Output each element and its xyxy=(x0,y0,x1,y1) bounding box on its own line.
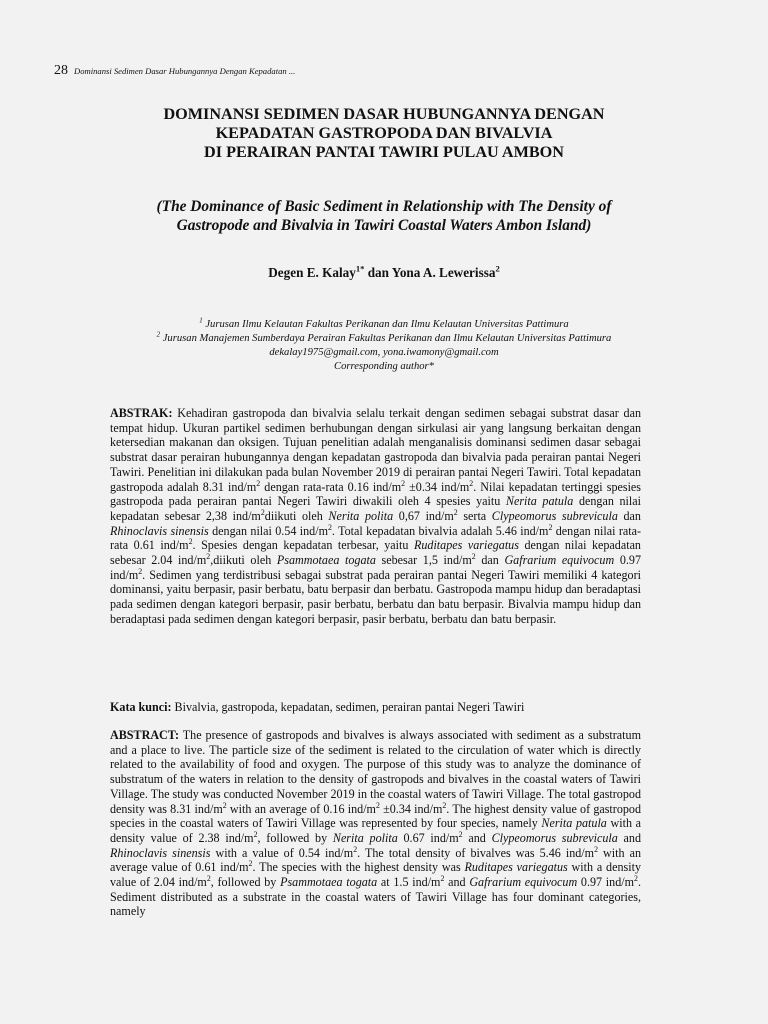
text-run: dengan nilai kepadatan sebesar 2,38 ind/m xyxy=(110,494,642,523)
unit-superscript: 2 xyxy=(453,507,458,517)
text-run: ±0.34 ind/m xyxy=(405,479,470,494)
abstract-paragraph xyxy=(110,728,641,919)
unit-superscript: 2 xyxy=(401,478,406,488)
affiliation-mark: 1 xyxy=(199,317,203,325)
species-name: Nerita polita xyxy=(328,508,394,523)
keywords-paragraph xyxy=(110,700,641,715)
unit-superscript: 2 xyxy=(594,844,598,854)
affiliation-line xyxy=(60,318,708,332)
corresponding-note: Corresponding author* xyxy=(334,361,434,372)
text-run: dengan nilai 0.54 ind/m xyxy=(208,523,328,538)
affiliation-line xyxy=(60,332,708,346)
title-line: DI PERAIRAN PANTAI TAWIRI PULAU AMBON xyxy=(204,143,564,161)
author-name: Degen E. Kalay xyxy=(268,265,356,280)
unit-superscript: 2 xyxy=(471,552,476,561)
species-name: Psammotaea togata xyxy=(280,875,378,890)
species-name: Clypeomorus subrevicula xyxy=(491,830,618,845)
unit-superscript: 2 xyxy=(188,537,193,547)
text-run: dan xyxy=(475,553,505,568)
page-number: 28 xyxy=(54,63,68,78)
keywords-text: Bivalvia, gastropoda, kepadatan, sedimen, perairan pantai Negeri Tawiri xyxy=(171,700,525,714)
text-run: 0.97 ind/m xyxy=(110,553,642,582)
unit-superscript: 2 xyxy=(206,552,211,561)
text-run: . Sedimen yang terdistribusi sebagai substrat pada perairan pantai Negeri Tawiri memiliki 4 kategori dominansi, yaitu berpasir, pasir berbatu, batu berpasir dan berbatu. Gastropoda mampu hidup dan beradaptasi pada sedimen dengan kategori berpasir, pasir berbatu, berbatu dan batu berpasir. Bivalvia mampu hidup dan beradaptasi pada sedimen dengan kategori berpasir, pasir berbatu, berbatu dan batu berpasir. xyxy=(110,567,641,626)
text-run: diikuti oleh xyxy=(264,508,329,523)
text-run: with an average value of 0.61 ind/m xyxy=(110,845,641,875)
text-run: . Spesies dengan kepadatan terbesar, yaitu xyxy=(192,538,414,553)
author-list xyxy=(90,265,678,281)
unit-superscript: 2 xyxy=(469,478,474,488)
author-mark: 1* xyxy=(355,263,365,274)
text-run: . Sediment distributed as a substrate in the coastal waters of Tawiri Village has four dominant categories, namely xyxy=(110,875,641,919)
text-run: at 1.5 ind/m xyxy=(377,875,441,890)
species-name: Nerita polita xyxy=(332,830,398,845)
species-name: Clypeomorus subrevicula xyxy=(491,508,618,523)
text-run: Jurusan Ilmu Kelautan Fakultas Perikanan dan Ilmu Kelautan Universitas Pattimura xyxy=(202,319,569,330)
unit-superscript: 2 xyxy=(222,800,227,810)
text-run: ±0.34 ind/m xyxy=(379,801,443,816)
author-conjunction: dan xyxy=(364,265,392,280)
species-name: Rhinoclavis sinensis xyxy=(110,845,211,860)
unit-superscript: 2 xyxy=(548,522,553,532)
abstrak-label: ABSTRAK: xyxy=(110,406,173,420)
unit-superscript: 2 xyxy=(634,874,638,883)
text-run: with a density value of 2.38 ind/m xyxy=(110,816,642,845)
text-run: with a value of 0.54 ind/m xyxy=(210,845,354,860)
running-head xyxy=(54,62,295,79)
unit-superscript: 2 xyxy=(206,874,211,883)
text-run: . The species with the highest density was xyxy=(252,860,465,875)
unit-superscript: 2 xyxy=(353,844,358,854)
text-run: . Nilai kepadatan tertinggi spesies gastropoda pada perairan pantai Negeri Tawiri diwakili oleh 4 spesies yaitu xyxy=(110,479,641,509)
species-name: Nerita patula xyxy=(505,494,574,509)
species-name: Ruditapes variegatus xyxy=(413,538,519,553)
text-run: 0.97 ind/m xyxy=(577,875,635,890)
text-run: The presence of gastropods and bivalves is always associated with sediment as a substratum and a place to live. The particle size of the sediment is related to the circulation of water which is directly related to the availability of food and oxygen. The purpose of this study was to analyze the dominance of substratum of the waters in relation to the density of gastropods and bivalves in the coastal waters of Tawiri Village. The study was conducted November 2019 in the coastal waters of Tawiri Village. The total gastropod density was 8.31 ind/m xyxy=(110,728,641,816)
text-run: , followed by xyxy=(210,875,281,890)
text-run: . The total density of bivalves was 5.46 ind/m xyxy=(357,845,595,860)
author-mark: 2 xyxy=(495,263,500,274)
unit-superscript: 2 xyxy=(327,522,332,532)
text-run: sebesar 1,5 ind/m xyxy=(375,553,472,568)
text-run: . The highest density value of gastropod species in the coastal waters of Tawiri Village was represented by four species, namely xyxy=(110,801,642,831)
unit-superscript: 2 xyxy=(458,829,463,839)
species-name: Rhinoclavis sinensis xyxy=(110,523,209,538)
english-title xyxy=(80,197,688,235)
unit-superscript: 2 xyxy=(256,478,261,488)
email-line[interactable]: dekalay1975@gmail.com, yona.iwamony@gmail.com xyxy=(269,347,499,358)
text-run: with an average of 0.16 ind/m xyxy=(226,801,376,816)
text-run: dengan rata-rata 0.16 ind/m xyxy=(260,479,402,494)
text-run: dengan nilai rata-rata 0.61 ind/m xyxy=(110,523,642,553)
text-run: dan xyxy=(617,508,641,523)
text-run: with a density value of 2.04 ind/m xyxy=(110,860,641,890)
running-title: Dominansi Sedimen Dasar Hubungannya Dengan Kepadatan ... xyxy=(74,66,296,76)
species-name: Psammotaea togata xyxy=(276,553,376,568)
abstract-label: ABSTRACT: xyxy=(110,728,179,742)
text-run: and xyxy=(617,830,641,845)
species-name: Gafrarium equivocum xyxy=(469,875,578,890)
english-title-line: (The Dominance of Basic Sediment in Relationship with The Density of xyxy=(156,198,612,215)
text-run: serta xyxy=(457,508,492,523)
text-run: and xyxy=(444,875,470,890)
abstrak-paragraph xyxy=(110,406,641,627)
unit-superscript: 2 xyxy=(442,800,447,810)
text-run: 0,67 ind/m xyxy=(393,508,454,523)
author-name: Yona A. Lewerissa xyxy=(391,265,496,280)
title-line: KEPADATAN GASTROPODA DAN BIVALVIA xyxy=(215,124,553,142)
affiliation-mark: 2 xyxy=(156,331,161,339)
text-run: Kehadiran gastropoda dan bivalvia selalu terkait dengan sedimen sebagai substrat dasar dan tempat hidup. Ukuran partikel sedimen berhubungan dengan sirkulasi air yang langsung berkaitan dengan ketersedian makanan dan oksigen. Tujuan penelitian adalah menganalisis dominansi sedimen dasar sebagai substrat dasar perairan hubungannya dengan kepadatan gastropoda dan bivalvia pada perairan pantai Negeri Tawiri. Penelitian ini dilakukan pada bulan November 2019 di perairan pantai Negeri Tawiri. Total kepadatan gastropoda adalah 8.31 ind/m xyxy=(110,406,641,494)
unit-superscript: 2 xyxy=(253,829,258,839)
text-run: , followed by xyxy=(257,830,333,845)
text-run: ,diikuti oleh xyxy=(210,553,277,568)
paper-title xyxy=(90,105,678,162)
keywords-label: Kata kunci: xyxy=(110,700,172,714)
text-run: . Total kepadatan bivalvia adalah 5.46 ind/m xyxy=(331,523,549,538)
text-run: 0.67 ind/m xyxy=(397,830,459,845)
unit-superscript: 2 xyxy=(138,566,143,576)
unit-superscript: 2 xyxy=(260,507,265,517)
species-name: Ruditapes variegatus xyxy=(464,860,568,875)
unit-superscript: 2 xyxy=(440,874,445,883)
text-run: and xyxy=(462,830,492,845)
unit-superscript: 2 xyxy=(248,859,253,869)
species-name: Gafrarium equivocum xyxy=(504,553,615,568)
unit-superscript: 2 xyxy=(375,800,380,810)
title-line: DOMINANSI SEDIMEN DASAR HUBUNGANNYA DENGAN xyxy=(163,105,605,123)
text-run: dengan nilai kepadatan sebesar 2.04 ind/m xyxy=(110,538,641,568)
affiliations xyxy=(60,318,708,374)
species-name: Nerita patula xyxy=(541,816,607,831)
text-run: Jurusan Manajemen Sumberdaya Perairan Fakultas Perikanan dan Ilmu Kelautan Universitas Pattimura xyxy=(160,333,612,344)
english-title-line: Gastropode and Bivalvia in Tawiri Coastal Waters Ambon Island) xyxy=(176,217,592,234)
